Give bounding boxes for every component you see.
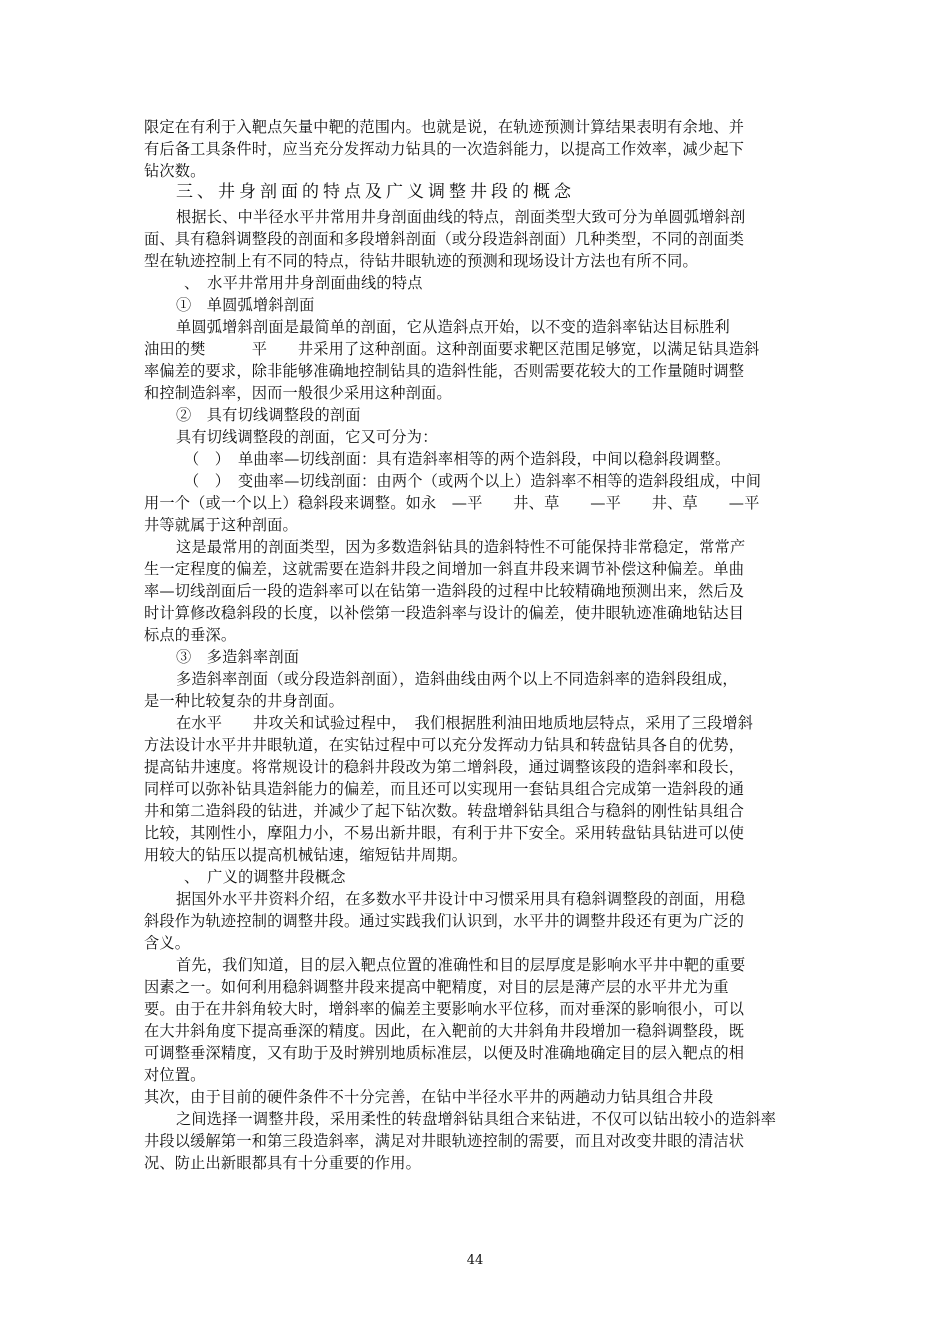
paragraph-first-line: 单圆弧增斜剖面是最简单的剖面，它从造斜点开始，以不变的造斜率钻达目标胜利	[176, 318, 730, 336]
body-text-line: 生一定程度的偏差，这就需要在造斜井段之间增加一斜直井段来调节补偿这种偏差。单曲	[144, 560, 745, 578]
item-heading: ① 单圆弧增斜剖面	[176, 296, 315, 314]
body-text-line: 提高钻井速度。将常规设计的稳斜井段改为第二增斜段，通过调整该段的造斜率和段长，	[144, 758, 745, 776]
paragraph-first-line: 据国外水平井资料介绍，在多数水平井设计中习惯采用具有稳斜调整段的剖面，用稳	[176, 890, 746, 908]
item-heading: ② 具有切线调整段的剖面	[176, 406, 361, 424]
body-text-line: 面、具有稳斜调整段的剖面和多段增斜剖面（或分段造斜剖面）几种类型，不同的剖面类	[144, 230, 745, 248]
paragraph-first-line: 之间选择一调整井段，采用柔性的转盘增斜钻具组合来钻进，不仅可以钻出较小的造斜率	[176, 1110, 777, 1128]
body-text-line: 含义。	[144, 934, 191, 952]
body-text-line: 用较大的钻压以提高机械钻速，缩短钻井周期。	[144, 846, 468, 864]
body-text-line: 油田的樊 平 井采用了这种剖面。这种剖面要求靶区范围足够宽，以满足钻具造斜	[144, 340, 760, 358]
body-text-line: 限定在有利于入靶点矢量中靶的范围内。也就是说，在轨迹预测计算结果表明有余地、并	[144, 118, 745, 136]
body-text-line: 同样可以弥补钻具造斜能力的偏差，而且还可以实现用一套钻具组合完成第一造斜段的通	[144, 780, 745, 798]
body-text-line: 时计算修改稳斜段的长度，以补偿第一段造斜率与设计的偏差，使井眼轨迹准确地钻达目	[144, 604, 745, 622]
subsection-heading: 、 水平井常用井身剖面曲线的特点	[184, 274, 423, 292]
body-text-line: 斜段作为轨迹控制的调整井段。通过实践我们认识到，水平井的调整井段还有更为广泛的	[144, 912, 745, 930]
body-text-line: 可调整垂深精度，又有助于及时辨别地质标准层，以便及时准确地确定目的层入靶点的相	[144, 1044, 745, 1062]
body-text-line: 井段以缓解第一和第三段造斜率，满足对井眼轨迹控制的需要，而且对改变井眼的清洁状	[144, 1132, 745, 1150]
body-text-line: 在大井斜角度下提高垂深的精度。因此，在入靶前的大井斜角井段增加一稳斜调整段，既	[144, 1022, 745, 1040]
body-text-line: 型在轨迹控制上有不同的特点，待钻井眼轨迹的预测和现场设计方法也有所不同。	[144, 252, 698, 270]
paragraph-first-line: 根据长、中半径水平井常用井身剖面曲线的特点，剖面类型大致可分为单圆弧增斜剖	[176, 208, 746, 226]
paragraph-first-line: 在水平 井攻关和试验过程中， 我们根据胜利油田地质地层特点，采用了三段增斜	[176, 714, 754, 732]
paragraph-first-line: 这是最常用的剖面类型，因为多数造斜钻具的造斜特性不可能保持非常稳定，常常产	[176, 538, 746, 556]
list-item: （ ） 变曲率—切线剖面：由两个（或两个以上）造斜率不相等的造斜段组成，中间	[184, 472, 762, 490]
section-heading: 三、井身剖面的特点及广义调整井段的概念	[176, 182, 575, 202]
body-text-line: 要。由于在井斜角较大时，增斜率的偏差主要影响水平位移，而对垂深的影响很小，可以	[144, 1000, 745, 1018]
body-text-line: 钻次数。	[144, 162, 206, 180]
body-text-line: 井等就属于这种剖面。	[144, 516, 298, 534]
paragraph-first-line: 具有切线调整段的剖面，它又可分为：	[176, 428, 438, 446]
subsection-heading: 、 广义的调整井段概念	[184, 868, 346, 886]
page-number: 44	[466, 1253, 484, 1268]
item-heading: ③ 多造斜率剖面	[176, 648, 300, 666]
body-text-line: 井和第二造斜段的钻进，并减少了起下钻次数。转盘增斜钻具组合与稳斜的刚性钻具组合	[144, 802, 745, 820]
list-item: （ ） 单曲率—切线剖面：具有造斜率相等的两个造斜段，中间以稳斜段调整。	[184, 450, 731, 468]
paragraph-first-line: 多造斜率剖面（或分段造斜剖面），造斜曲线由两个以上不同造斜率的造斜段组成，	[176, 670, 738, 688]
body-text-line: 标点的垂深。	[144, 626, 237, 644]
body-text-line: 和控制造斜率，因而一般很少采用这种剖面。	[144, 384, 452, 402]
body-text-line: 因素之一。如何利用稳斜调整井段来提高中靶精度，对目的层是薄产层的水平井尤为重	[144, 978, 729, 996]
body-text-line: 率—切线剖面后一段的造斜率可以在钻第一造斜段的过程中比较精确地预测出来，然后及	[144, 582, 745, 600]
body-text-line: 是一种比较复杂的井身剖面。	[144, 692, 345, 710]
body-text-line: 率偏差的要求，除非能够准确地控制钻具的造斜性能，否则需要花较大的工作量随时调整	[144, 362, 745, 380]
body-text-line: 比较，其刚性小，摩阻力小，不易出新井眼，有利于井下安全。采用转盘钻具钻进可以使	[144, 824, 745, 842]
paragraph-first-line: 首先，我们知道，目的层入靶点位置的准确性和目的层厚度是影响水平井中靶的重要	[176, 956, 746, 974]
body-text-line: 况、防止出新眼都具有十分重要的作用。	[144, 1154, 421, 1172]
body-text-line: 方法设计水平井井眼轨道，在实钻过程中可以充分发挥动力钻具和转盘钻具各自的优势，	[144, 736, 745, 754]
body-text-line: 用一个（或一个以上）稳斜段来调整。如永 —平 井、草 —平 井、草 —平	[144, 494, 760, 512]
body-text-line: 对位置。	[144, 1066, 206, 1084]
body-text-line: 有后备工具条件时，应当充分发挥动力钻具的一次造斜能力，以提高工作效率，减少起下	[144, 140, 745, 158]
body-text-line: 其次，由于目前的硬件条件不十分完善，在钻中半径水平井的两趟动力钻具组合井段	[144, 1088, 714, 1106]
